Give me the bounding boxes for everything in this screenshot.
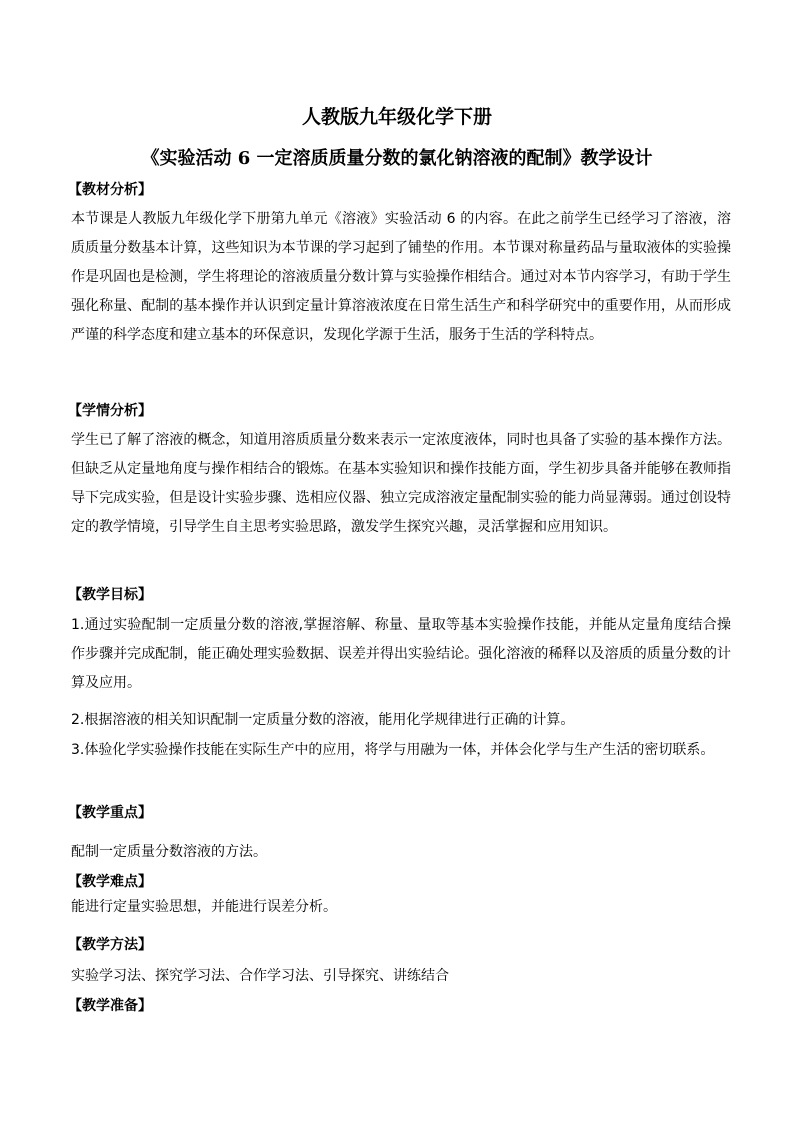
objective-item-2: 2.根据溶液的相关知识配制一定质量分数的溶液，能用化学规律进行正确的计算。	[71, 712, 575, 728]
paragraph-difficulties: 能进行定量实验思想，并能进行误差分析。	[71, 899, 337, 915]
paragraph-textbook-analysis: 本节课是人教版九年级化学下册第九单元《溶液》实验活动 6 的内容。在此之前学生已经学习了溶液，溶质质量分数基本计算，这些知识为本节课的学习起到了铺垫的作用。本节课对称量药品与量取液体的实验操作是巩固也是检测，学生将理论的溶液质量分数计算与实验操作相结合。通过对本节内容学习，有助于学生强化称量、配制的基本操作并认识到定量计算溶液浓度在日常生活生产和科学研究中的重要作用，从而形成严谨的科学态度和建立基本的环保意识，发现化学源于生活，服务于生活的学科特点。	[71, 211, 731, 343]
objective-item-1: 1.通过实验配制一定质量分数的溶液,掌握溶解、称量、量取等基本实验操作技能，并能从定量角度结合操作步骤并完成配制，能正确处理实验数据、误差并得出实验结论。强化溶液的稀释以及溶质的质量分数的计算及应用。	[71, 617, 731, 691]
document-title: 人教版九年级化学下册	[301, 106, 492, 128]
heading-student-analysis: 【学情分析】	[68, 403, 152, 419]
heading-methods: 【教学方法】	[68, 937, 152, 953]
heading-difficulties: 【教学难点】	[68, 874, 152, 890]
heading-preparation: 【教学准备】	[68, 998, 152, 1014]
objective-item-3: 3.体验化学实验操作技能在实际生产中的应用，将学与用融为一体，并体会化学与生产生活的密切联系。	[71, 742, 715, 758]
paragraph-student-analysis: 学生已了解了溶液的概念，知道用溶质质量分数来表示一定浓度液体，同时也具备了实验的基本操作方法。但缺乏从定量地角度与操作相结合的锻炼。在基本实验知识和操作技能方面，学生初步具备并能够在教师指导下完成实验，但是设计实验步骤、选相应仪器、独立完成溶液定量配制实验的能力尚显薄弱。通过创设特定的教学情境，引导学生自主思考实验思路，激发学生探究兴趣，灵活掌握和应用知识。	[71, 432, 731, 535]
heading-key-points: 【教学重点】	[68, 805, 152, 821]
paragraph-key-points: 配制一定质量分数溶液的方法。	[71, 844, 267, 860]
document-subtitle: 《实验活动 6 一定溶质质量分数的氯化钠溶液的配制》教学设计	[141, 148, 653, 169]
paragraph-methods: 实验学习法、探究学习法、合作学习法、引导探究、讲练结合	[71, 968, 449, 984]
heading-objectives: 【教学目标】	[68, 587, 152, 603]
heading-textbook-analysis: 【教材分析】	[68, 182, 152, 198]
